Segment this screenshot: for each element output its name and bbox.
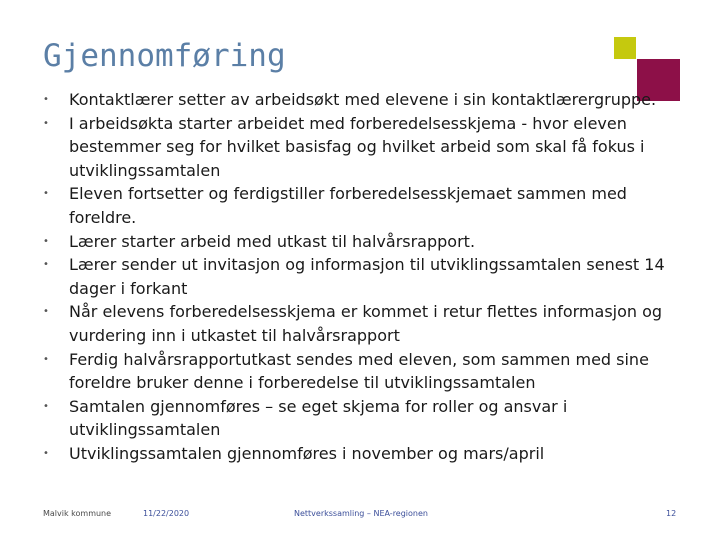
footer-date: 11/22/2020 [143, 509, 190, 518]
bullet-item [43, 395, 673, 442]
decorative-square-yellow [614, 37, 636, 59]
bullet-item [43, 230, 673, 254]
bullet-text: Ferdig halvårsrapportutkast sendes med eleven, som sammen med sine foreldre bruker denne i forberedelse til utviklingssamtalen [69, 349, 649, 393]
bullet-item [43, 112, 673, 183]
bullet-text: Utviklingssamtalen gjennomføres i november og mars/april [69, 443, 545, 463]
footer-page-number: 12 [666, 509, 677, 518]
bullet-item [43, 300, 673, 347]
bullet-dot: • [43, 117, 49, 129]
bullet-item [43, 88, 673, 112]
footer-organization: Malvik kommune [43, 509, 112, 518]
footer-event: Nettverkssamling – NEA-regionen [294, 509, 428, 518]
bullet-text: Når elevens forberedelsesskjema er kommet i retur flettes informasjon og vurdering inn i utkastet til halvårsrapport [69, 302, 663, 345]
bullet-dot: • [43, 259, 49, 271]
bullet-text: Lærer starter arbeid med utkast til halvårsrapport. [69, 231, 476, 251]
bullet-dot: • [43, 400, 49, 412]
bullet-item [43, 348, 673, 395]
bullet-dot: • [43, 188, 49, 200]
bullet-text: Eleven fortsetter og ferdigstiller forberedelsesskjemaet sammen med foreldre. [69, 184, 627, 227]
bullet-text: Lærer sender ut invitasjon og informasjon til utviklingssamtalen senest 14 dager i forkant [69, 255, 665, 298]
slide-title: Gjennomføring [43, 38, 286, 74]
bullet-item [43, 253, 673, 300]
bullet-item [43, 182, 673, 229]
bullet-dot: • [43, 353, 49, 365]
bullet-text: Kontaktlærer setter av arbeidsøkt med elevene i sin kontaktlærergruppe. [69, 90, 657, 109]
bullet-list [43, 88, 673, 466]
bullet-dot: • [43, 94, 49, 105]
bullet-item [43, 442, 673, 466]
bullet-text: I arbeidsøkta starter arbeidet med forberedelsesskjema - hvor eleven bestemmer seg for hvilket basisfag og hvilket arbeid som skal få fokus i utviklingssamtalen [69, 113, 645, 180]
bullet-text: Samtalen gjennomføres – se eget skjema for roller og ansvar i utviklingssamtalen [69, 396, 568, 440]
bullet-dot: • [43, 447, 49, 459]
bullet-dot: • [43, 306, 49, 318]
bullet-dot: • [43, 235, 49, 247]
